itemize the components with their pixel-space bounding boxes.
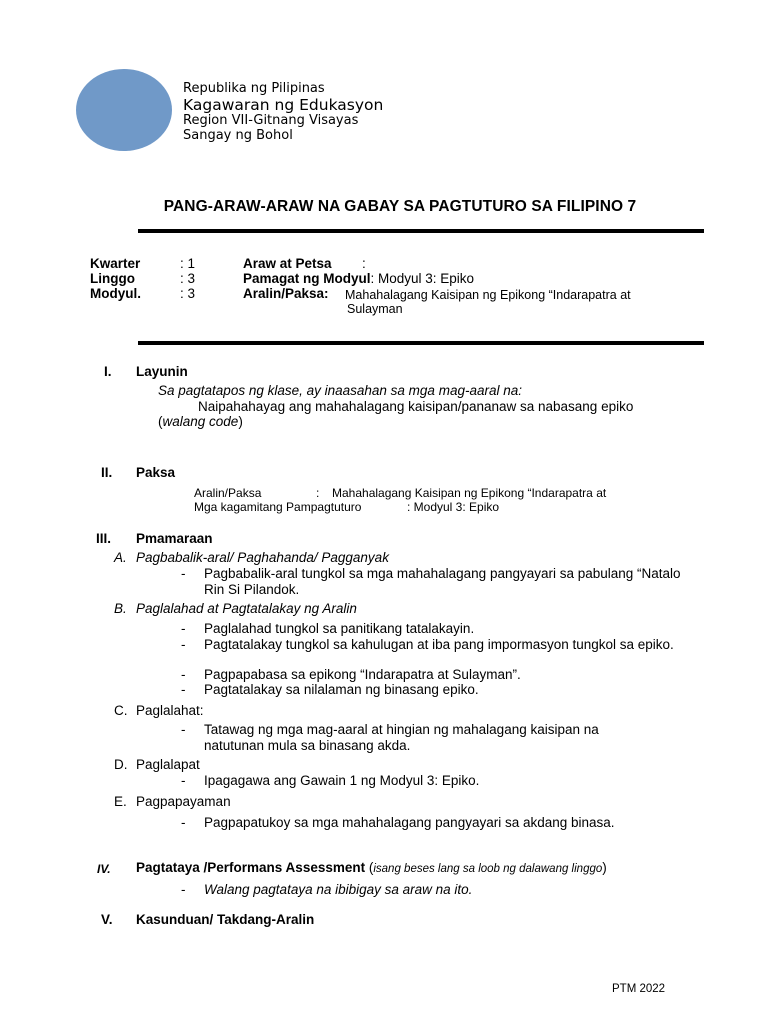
aralin-value-line2: Sulayman (347, 302, 403, 316)
section-v-title: Kasunduan/ Takdang-Aralin (136, 912, 315, 927)
paksa-row1-sep: : (316, 486, 320, 500)
region-text: Region VII-Gitnang Visayas (183, 113, 359, 128)
subsection-b-letter: B. (114, 601, 127, 616)
paksa-row2-value: : Modyul 3: Epiko (407, 500, 500, 514)
section-iv-note: isang beses lang sa loob ng dalawang linggo (373, 863, 603, 875)
kwarter-value: : 1 (180, 256, 196, 271)
iv-item1: Walang pagtataya na ibibigay sa araw na ito. (204, 882, 473, 897)
subsection-c-letter: C. (114, 703, 128, 718)
b-item2-dash: - (181, 637, 186, 652)
iv-item1-dash: - (181, 882, 186, 897)
section-i-title: Layunin (136, 364, 188, 379)
subsection-e-letter: E. (114, 794, 127, 809)
republic-text: Republika ng Pilipinas (183, 81, 325, 96)
layunin-objective: Naipahahayag ang mahahalagang kaisipan/pananaw sa nabasang epiko (198, 399, 634, 414)
c-item1-dash: - (181, 722, 186, 737)
paksa-row2-label: Mga kagamitang Pampagtuturo (194, 500, 362, 514)
pamagat-row (243, 271, 474, 286)
subsection-e-title: Pagpapayaman (136, 794, 231, 809)
pamagat-label: Pamagat ng Modyul (243, 271, 371, 286)
subsection-d-letter: D. (114, 757, 128, 772)
aralin-value-line1: Mahahalagang Kaisipan ng Epikong “Indarapatra at (345, 288, 631, 302)
aralin-label: Aralin/Paksa: (243, 286, 329, 301)
b-item3-dash: - (181, 667, 186, 682)
d-item1: Ipagagawa ang Gawain 1 ng Modyul 3: Epiko. (204, 773, 480, 788)
b-item4-dash: - (181, 682, 186, 697)
araw-label: Araw at Petsa (243, 256, 332, 271)
divider-top (138, 229, 704, 233)
b-item3: Pagpapabasa sa epikong “Indarapatra at Sulayman”. (204, 667, 521, 682)
modyul-value: : 3 (180, 286, 196, 301)
b-item1-dash: - (181, 621, 186, 636)
divider-bottom (138, 341, 704, 345)
linggo-value: : 3 (180, 271, 196, 286)
modyul-label: Modyul. (90, 286, 141, 301)
subsection-b-title: Paglalahad at Pagtatalakay ng Aralin (136, 601, 357, 616)
kwarter-label: Kwarter (90, 256, 141, 271)
section-ii-title: Paksa (136, 465, 176, 480)
section-iii-title: Pmamaraan (136, 531, 213, 546)
c-item1: Tatawag ng mga mag-aaral at hingian ng mahalagang kaisipan na natutunan mula sa binasang akda. (204, 722, 599, 753)
e-item1: Pagpapatukoy sa mga mahahalagang pangyayari sa akdang binasa. (204, 815, 615, 830)
subsection-a-title: Pagbabalik-aral/ Paghahanda/ Pagganyak (136, 550, 389, 565)
a-item1-dash: - (181, 566, 186, 581)
subsection-d-title: Paglalapat (136, 757, 200, 772)
footer-text: PTM 2022 (612, 983, 666, 995)
subsection-a-letter: A. (114, 550, 127, 565)
section-i-number: I. (104, 364, 112, 379)
department-text: Kagawaran ng Edukasyon (183, 96, 384, 114)
layunin-intro: Sa pagtatapos ng klase, ay inaasahan sa mga mag-aaral na: (158, 383, 522, 398)
section-iv-title: Pagtataya /Performans Assessment (136, 860, 366, 875)
layunin-code: (walang code) (158, 414, 243, 429)
section-iv-title-row: Pagtataya /Performans Assessment (isang beses lang sa loob ng dalawang linggo) (136, 860, 607, 875)
pamagat-value: : Modyul 3: Epiko (370, 271, 475, 286)
e-item1-dash: - (181, 815, 186, 830)
a-item1: Pagbabalik-aral tungkol sa mga mahahalagang pangyayari sa pabulang “Natalo Rin Si Pilandok. (204, 566, 681, 597)
section-v-number: V. (101, 912, 113, 927)
section-iii-number: III. (96, 531, 112, 546)
document-title: PANG-ARAW-ARAW NA GABAY SA PAGTUTURO SA FILIPINO 7 (163, 198, 637, 215)
deped-seal-logo (76, 69, 172, 151)
paksa-row1-value: Mahahalagang Kaisipan ng Epikong “Indarapatra at (332, 486, 607, 500)
araw-sep: : (362, 256, 366, 271)
subsection-c-title: Paglalahat: (136, 703, 204, 718)
linggo-label: Linggo (90, 271, 135, 286)
b-item2: Pagtatalakay tungkol sa kahulugan at iba pang impormasyon tungkol sa epiko. (204, 637, 674, 652)
b-item4: Pagtatalakay sa nilalaman ng binasang epiko. (204, 682, 479, 697)
d-item1-dash: - (181, 773, 186, 788)
section-ii-number: II. (101, 465, 113, 480)
b-item1: Paglalahad tungkol sa panitikang tatalakayin. (204, 621, 475, 636)
section-iv-number: IV. (97, 862, 111, 876)
paksa-row1-label: Aralin/Paksa (194, 486, 262, 500)
division-text: Sangay ng Bohol (183, 128, 293, 143)
